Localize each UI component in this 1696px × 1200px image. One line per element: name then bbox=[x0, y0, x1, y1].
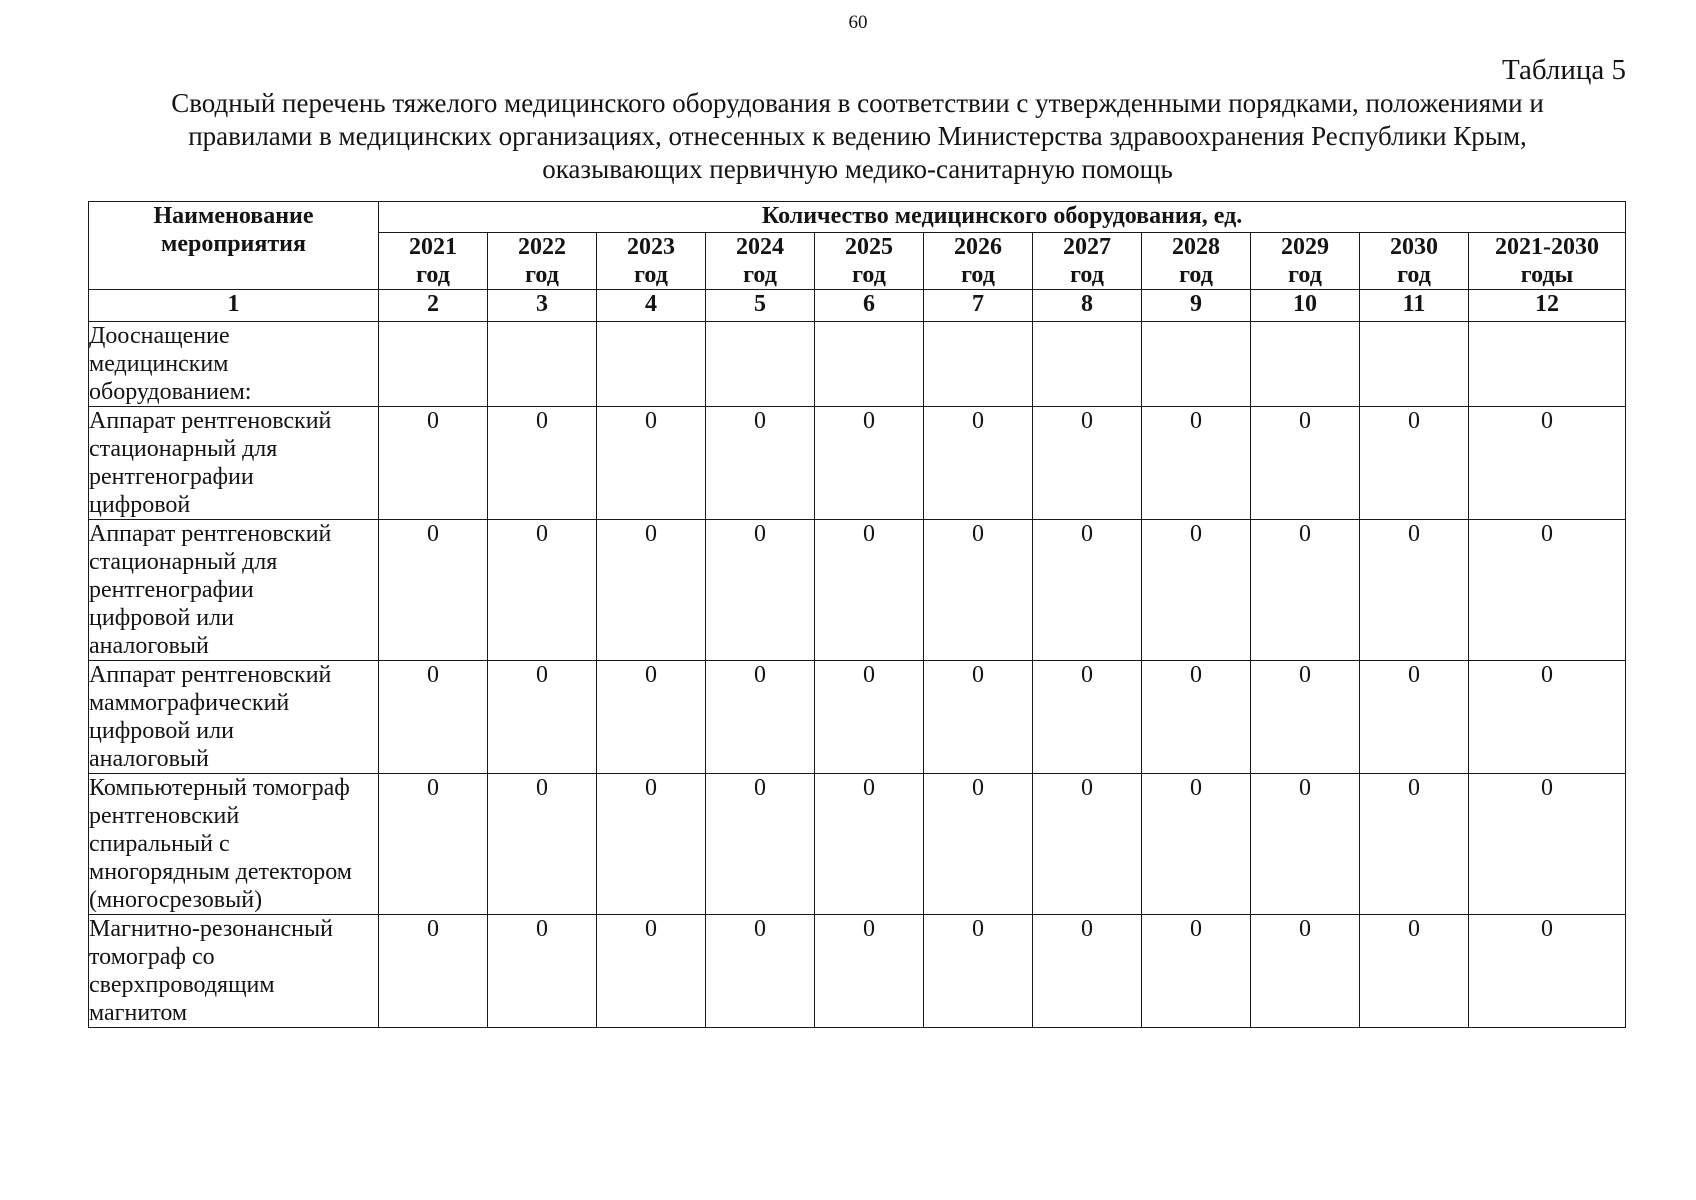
quantity-cell: 0 bbox=[1251, 774, 1360, 915]
year-column-header bbox=[488, 233, 597, 290]
year-label: 2024 bbox=[736, 234, 784, 260]
quantity-cell: 0 bbox=[379, 915, 488, 1028]
quantity-cell: 0 bbox=[924, 915, 1033, 1028]
column-number: 9 bbox=[1142, 290, 1251, 322]
equipment-name-line: цифровой или bbox=[89, 605, 234, 631]
quantity-cell: 0 bbox=[706, 774, 815, 915]
quantity-cell: 0 bbox=[924, 520, 1033, 661]
quantity-cell bbox=[597, 322, 706, 407]
quantity-cell: 0 bbox=[706, 407, 815, 520]
quantity-cell: 0 bbox=[488, 774, 597, 915]
column-number: 12 bbox=[1469, 290, 1626, 322]
table-row bbox=[89, 407, 1626, 520]
column-number: 7 bbox=[924, 290, 1033, 322]
year-unit-label: годы bbox=[1520, 262, 1574, 288]
equipment-name-line: сверхпроводящим bbox=[89, 972, 275, 998]
equipment-name bbox=[89, 520, 379, 661]
quantity-cell: 0 bbox=[1360, 774, 1469, 915]
equipment-name-line: рентгенографии bbox=[89, 577, 254, 603]
equipment-name-line: рентгенографии bbox=[89, 464, 254, 490]
page-number: 60 bbox=[848, 12, 868, 33]
quantity-cell: 0 bbox=[597, 915, 706, 1028]
column-number: 8 bbox=[1033, 290, 1142, 322]
quantity-cell: 0 bbox=[597, 661, 706, 774]
quantity-cell: 0 bbox=[1251, 915, 1360, 1028]
equipment-name-line: магнитом bbox=[89, 1000, 188, 1026]
column-number: 5 bbox=[706, 290, 815, 322]
year-column-header bbox=[924, 233, 1033, 290]
title-line: Сводный перечень тяжелого медицинского оборудования в соответствии с утвержденными порядками, положениями и bbox=[171, 88, 1544, 118]
title-line: правилами в медицинских организациях, отнесенных к ведению Министерства здравоохранения Республики Крым, bbox=[188, 121, 1527, 151]
column-number: 2 bbox=[379, 290, 488, 322]
year-unit-label: год bbox=[961, 262, 995, 288]
quantity-cell: 0 bbox=[1469, 661, 1626, 774]
year-column-header bbox=[706, 233, 815, 290]
equipment-table bbox=[88, 201, 1626, 1028]
name-column-header: Наименование мероприятия bbox=[89, 202, 379, 290]
year-column-header bbox=[815, 233, 924, 290]
year-unit-label: год bbox=[634, 262, 668, 288]
table-row bbox=[89, 661, 1626, 774]
year-label: 2022 bbox=[518, 234, 566, 260]
table-body bbox=[89, 322, 1626, 1028]
year-column-header bbox=[1251, 233, 1360, 290]
quantity-cell: 0 bbox=[706, 520, 815, 661]
equipment-name-line: Аппарат рентгеновский bbox=[89, 662, 332, 688]
quantity-cell: 0 bbox=[924, 407, 1033, 520]
equipment-name-line: рентгеновский bbox=[89, 803, 240, 829]
quantity-cell: 0 bbox=[1033, 520, 1142, 661]
quantity-cell bbox=[379, 322, 488, 407]
equipment-name-line: медицинским bbox=[89, 351, 229, 377]
equipment-name bbox=[89, 915, 379, 1028]
year-unit-label: год bbox=[852, 262, 886, 288]
column-number: 10 bbox=[1251, 290, 1360, 322]
year-unit-label: год bbox=[1070, 262, 1104, 288]
quantity-cell: 0 bbox=[1033, 407, 1142, 520]
column-number: 6 bbox=[815, 290, 924, 322]
quantity-cell: 0 bbox=[1033, 915, 1142, 1028]
quantity-cell: 0 bbox=[1360, 915, 1469, 1028]
quantity-cell bbox=[488, 322, 597, 407]
quantity-cell: 0 bbox=[1469, 774, 1626, 915]
equipment-name-line: спиральный с bbox=[89, 831, 230, 857]
column-number: 11 bbox=[1360, 290, 1469, 322]
quantity-cell bbox=[1251, 322, 1360, 407]
quantity-group-header: Количество медицинского оборудования, ед. bbox=[379, 202, 1626, 233]
quantity-cell: 0 bbox=[706, 915, 815, 1028]
equipment-name bbox=[89, 661, 379, 774]
equipment-name-line: томограф со bbox=[89, 944, 215, 970]
year-label: 2028 bbox=[1172, 234, 1220, 260]
equipment-name-line: цифровой bbox=[89, 492, 191, 518]
year-label: 2025 bbox=[845, 234, 893, 260]
equipment-name bbox=[89, 322, 379, 407]
year-column-header bbox=[1033, 233, 1142, 290]
table-row bbox=[89, 322, 1626, 407]
quantity-cell: 0 bbox=[815, 915, 924, 1028]
year-label: 2021-2030 bbox=[1495, 234, 1600, 260]
year-column-header bbox=[597, 233, 706, 290]
quantity-cell: 0 bbox=[1251, 407, 1360, 520]
quantity-cell bbox=[1142, 322, 1251, 407]
year-label: 2030 bbox=[1390, 234, 1438, 260]
quantity-cell: 0 bbox=[815, 774, 924, 915]
quantity-cell: 0 bbox=[1469, 407, 1626, 520]
quantity-cell: 0 bbox=[1142, 661, 1251, 774]
quantity-cell: 0 bbox=[1469, 915, 1626, 1028]
table-row bbox=[89, 774, 1626, 915]
year-unit-label: год bbox=[1288, 262, 1322, 288]
quantity-cell bbox=[1033, 322, 1142, 407]
equipment-name-line: Магнитно-резонансный bbox=[89, 916, 333, 942]
equipment-name bbox=[89, 774, 379, 915]
equipment-name-line: маммографический bbox=[89, 690, 290, 716]
quantity-cell bbox=[1469, 322, 1626, 407]
quantity-cell bbox=[924, 322, 1033, 407]
quantity-cell: 0 bbox=[379, 520, 488, 661]
year-unit-label: год bbox=[1397, 262, 1431, 288]
year-unit-label: год bbox=[525, 262, 559, 288]
equipment-name-line: аналоговый bbox=[89, 633, 209, 659]
year-unit-label: год bbox=[416, 262, 450, 288]
quantity-cell: 0 bbox=[1469, 520, 1626, 661]
equipment-name-line: стационарный для bbox=[89, 549, 278, 575]
equipment-name bbox=[89, 407, 379, 520]
header-row-group bbox=[89, 202, 1626, 233]
equipment-name-line: многорядным детектором bbox=[89, 859, 352, 885]
column-number: 4 bbox=[597, 290, 706, 322]
equipment-name-line: Аппарат рентгеновский bbox=[89, 408, 332, 434]
quantity-cell: 0 bbox=[379, 661, 488, 774]
table-label: Таблица 5 bbox=[1501, 54, 1626, 86]
column-number: 1 bbox=[89, 290, 379, 322]
quantity-cell bbox=[1360, 322, 1469, 407]
year-label: 2026 bbox=[954, 234, 1002, 260]
quantity-cell: 0 bbox=[1033, 774, 1142, 915]
quantity-cell: 0 bbox=[597, 520, 706, 661]
quantity-cell: 0 bbox=[1033, 661, 1142, 774]
quantity-cell: 0 bbox=[379, 774, 488, 915]
quantity-cell: 0 bbox=[924, 774, 1033, 915]
quantity-cell: 0 bbox=[815, 520, 924, 661]
quantity-cell: 0 bbox=[924, 661, 1033, 774]
year-label: 2029 bbox=[1281, 234, 1329, 260]
equipment-name-line: (многосрезовый) bbox=[89, 887, 263, 913]
quantity-cell: 0 bbox=[488, 915, 597, 1028]
quantity-cell: 0 bbox=[1142, 520, 1251, 661]
equipment-name-line: Дооснащение bbox=[89, 323, 230, 349]
year-column-header bbox=[1360, 233, 1469, 290]
quantity-cell: 0 bbox=[1251, 520, 1360, 661]
quantity-cell bbox=[706, 322, 815, 407]
quantity-cell: 0 bbox=[815, 661, 924, 774]
year-label: 2021 bbox=[409, 234, 457, 260]
title-line: оказывающих первичную медико-санитарную помощь bbox=[542, 154, 1173, 184]
year-column-header bbox=[379, 233, 488, 290]
year-column-header bbox=[1469, 233, 1626, 290]
year-unit-label: год bbox=[743, 262, 777, 288]
quantity-cell: 0 bbox=[1142, 915, 1251, 1028]
column-number: 3 bbox=[488, 290, 597, 322]
year-label: 2023 bbox=[627, 234, 675, 260]
quantity-cell: 0 bbox=[1360, 661, 1469, 774]
year-unit-label: год bbox=[1179, 262, 1213, 288]
equipment-name-line: аналоговый bbox=[89, 746, 209, 772]
quantity-cell: 0 bbox=[1142, 774, 1251, 915]
table-row bbox=[89, 915, 1626, 1028]
equipment-name-line: стационарный для bbox=[89, 436, 278, 462]
year-label: 2027 bbox=[1063, 234, 1111, 260]
quantity-cell: 0 bbox=[1360, 407, 1469, 520]
quantity-cell: 0 bbox=[597, 774, 706, 915]
quantity-cell: 0 bbox=[706, 661, 815, 774]
equipment-name-line: оборудованием: bbox=[89, 379, 252, 405]
document-title bbox=[80, 87, 1635, 186]
quantity-cell: 0 bbox=[488, 407, 597, 520]
year-column-header bbox=[1142, 233, 1251, 290]
quantity-cell bbox=[815, 322, 924, 407]
quantity-cell: 0 bbox=[597, 407, 706, 520]
quantity-cell: 0 bbox=[1142, 407, 1251, 520]
table-row bbox=[89, 520, 1626, 661]
equipment-name-line: Компьютерный томограф bbox=[89, 775, 350, 801]
quantity-cell: 0 bbox=[1251, 661, 1360, 774]
header-row-numbers bbox=[89, 290, 1626, 322]
quantity-cell: 0 bbox=[815, 407, 924, 520]
quantity-cell: 0 bbox=[488, 661, 597, 774]
quantity-cell: 0 bbox=[379, 407, 488, 520]
equipment-name-line: цифровой или bbox=[89, 718, 234, 744]
quantity-cell: 0 bbox=[1360, 520, 1469, 661]
equipment-name-line: Аппарат рентгеновский bbox=[89, 521, 332, 547]
quantity-cell: 0 bbox=[488, 520, 597, 661]
